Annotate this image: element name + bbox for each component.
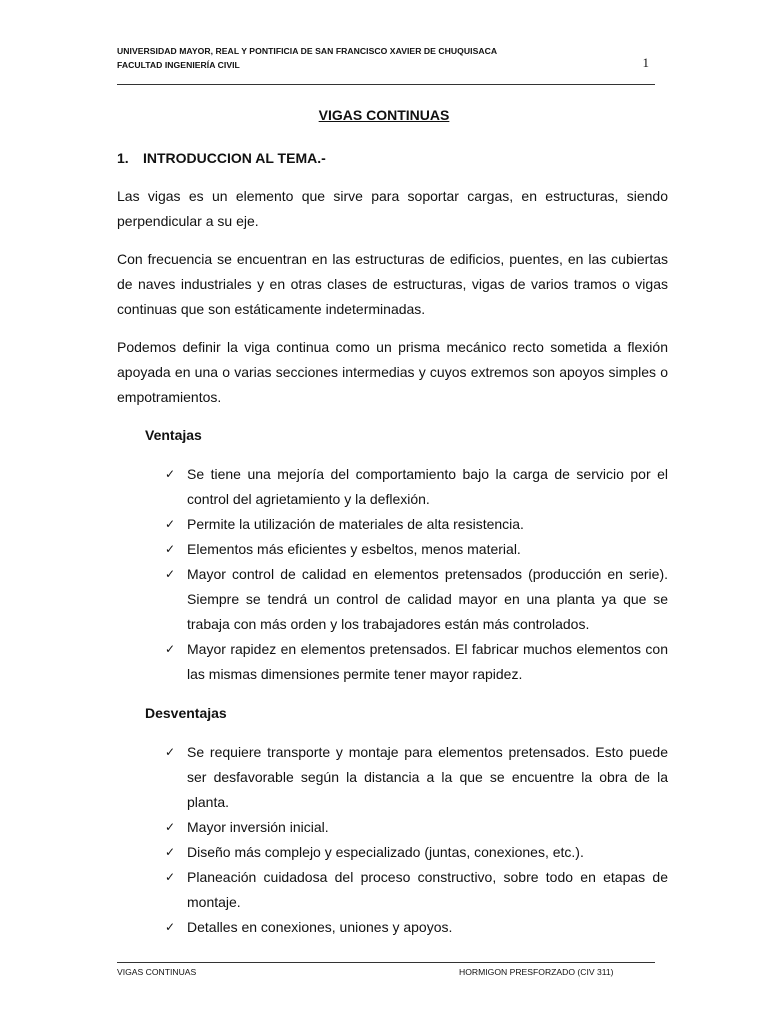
- checkmark-icon: ✓: [165, 820, 176, 834]
- section-heading: [117, 146, 668, 171]
- faculty-name: FACULTAD INGENIERÍA CIVIL: [117, 60, 240, 70]
- list-item: [117, 512, 668, 537]
- list-item: [117, 637, 668, 687]
- list-item-text: Mayor inversión inicial.: [187, 819, 329, 835]
- list-item-text: Permite la utilización de materiales de alta resistencia.: [187, 516, 524, 532]
- checkmark-icon: ✓: [165, 567, 176, 581]
- document-body: [117, 146, 668, 954]
- list-item-text: Diseño más complejo y especializado (juntas, conexiones, etc.).: [187, 844, 584, 860]
- page-number: 1: [642, 55, 649, 70]
- list-item: [117, 740, 668, 815]
- footer-document-title: VIGAS CONTINUAS: [117, 967, 197, 977]
- list-item: [117, 865, 668, 915]
- list-item-text: Detalles en conexiones, uniones y apoyos.: [187, 919, 453, 935]
- desventajas-list: [117, 740, 668, 940]
- checkmark-icon: ✓: [165, 542, 176, 556]
- checkmark-icon: ✓: [165, 745, 176, 759]
- footer-divider: [117, 962, 655, 963]
- list-item: [117, 815, 668, 840]
- page-footer: [117, 962, 655, 982]
- list-item: [117, 840, 668, 865]
- list-item: [117, 462, 668, 512]
- list-item-text: Se requiere transporte y montaje para elementos pretensados. Esto puede ser desfavorable según la distancia a la que se encuentre la obra de la planta.: [187, 744, 668, 810]
- checkmark-icon: ✓: [165, 870, 176, 884]
- list-item-text: Se tiene una mejoría del comportamiento bajo la carga de servicio por el control del agrietamiento y la deflexión.: [187, 466, 668, 507]
- document-title: VIGAS CONTINUAS: [318, 107, 450, 123]
- checkmark-icon: ✓: [165, 642, 176, 656]
- ventajas-heading: Ventajas: [145, 427, 202, 443]
- list-item-text: Mayor control de calidad en elementos pretensados (producción en serie). Siempre se tendrá un control de calidad mayor en una planta ya que se trabaja con más orden y los trabajadores están más controlados.: [187, 566, 668, 632]
- checkmark-icon: ✓: [165, 920, 176, 934]
- page-header: [117, 44, 655, 88]
- list-item: [117, 537, 668, 562]
- desventajas-heading: Desventajas: [145, 705, 227, 721]
- section-number: 1.: [117, 150, 129, 166]
- paragraph-frequency: Con frecuencia se encuentran en las estructuras de edificios, puentes, en las cubiertas de naves industriales y en otras clases de estructuras, vigas de varios tramos o vigas continuas que son estáticamente indeterminadas.: [117, 251, 668, 317]
- list-item: [117, 562, 668, 637]
- paragraph-continuous-beam: Podemos definir la viga continua como un prisma mecánico recto sometida a flexión apoyada en una o varias secciones intermedias y cuyos extremos son apoyos simples o empotramientos.: [117, 339, 668, 405]
- list-item: [117, 915, 668, 940]
- checkmark-icon: ✓: [165, 517, 176, 531]
- checkmark-icon: ✓: [165, 845, 176, 859]
- list-item-text: Planeación cuidadosa del proceso constructivo, sobre todo en etapas de montaje.: [187, 869, 668, 910]
- header-divider: [117, 84, 655, 85]
- checkmark-icon: ✓: [165, 467, 176, 481]
- list-item-text: Mayor rapidez en elementos pretensados. El fabricar muchos elementos con las mismas dimensiones permite tener mayor rapidez.: [187, 641, 668, 682]
- list-item-text: Elementos más eficientes y esbeltos, menos material.: [187, 541, 521, 557]
- footer-course-name: HORMIGON PRESFORZADO (CIV 311): [459, 967, 614, 977]
- paragraph-definition: Las vigas es un elemento que sirve para soportar cargas, en estructuras, siendo perpendicular a su eje.: [117, 188, 668, 229]
- section-title: INTRODUCCION AL TEMA.-: [143, 150, 326, 166]
- ventajas-list: [117, 462, 668, 687]
- university-name: UNIVERSIDAD MAYOR, REAL Y PONTIFICIA DE SAN FRANCISCO XAVIER DE CHUQUISACA: [117, 46, 498, 56]
